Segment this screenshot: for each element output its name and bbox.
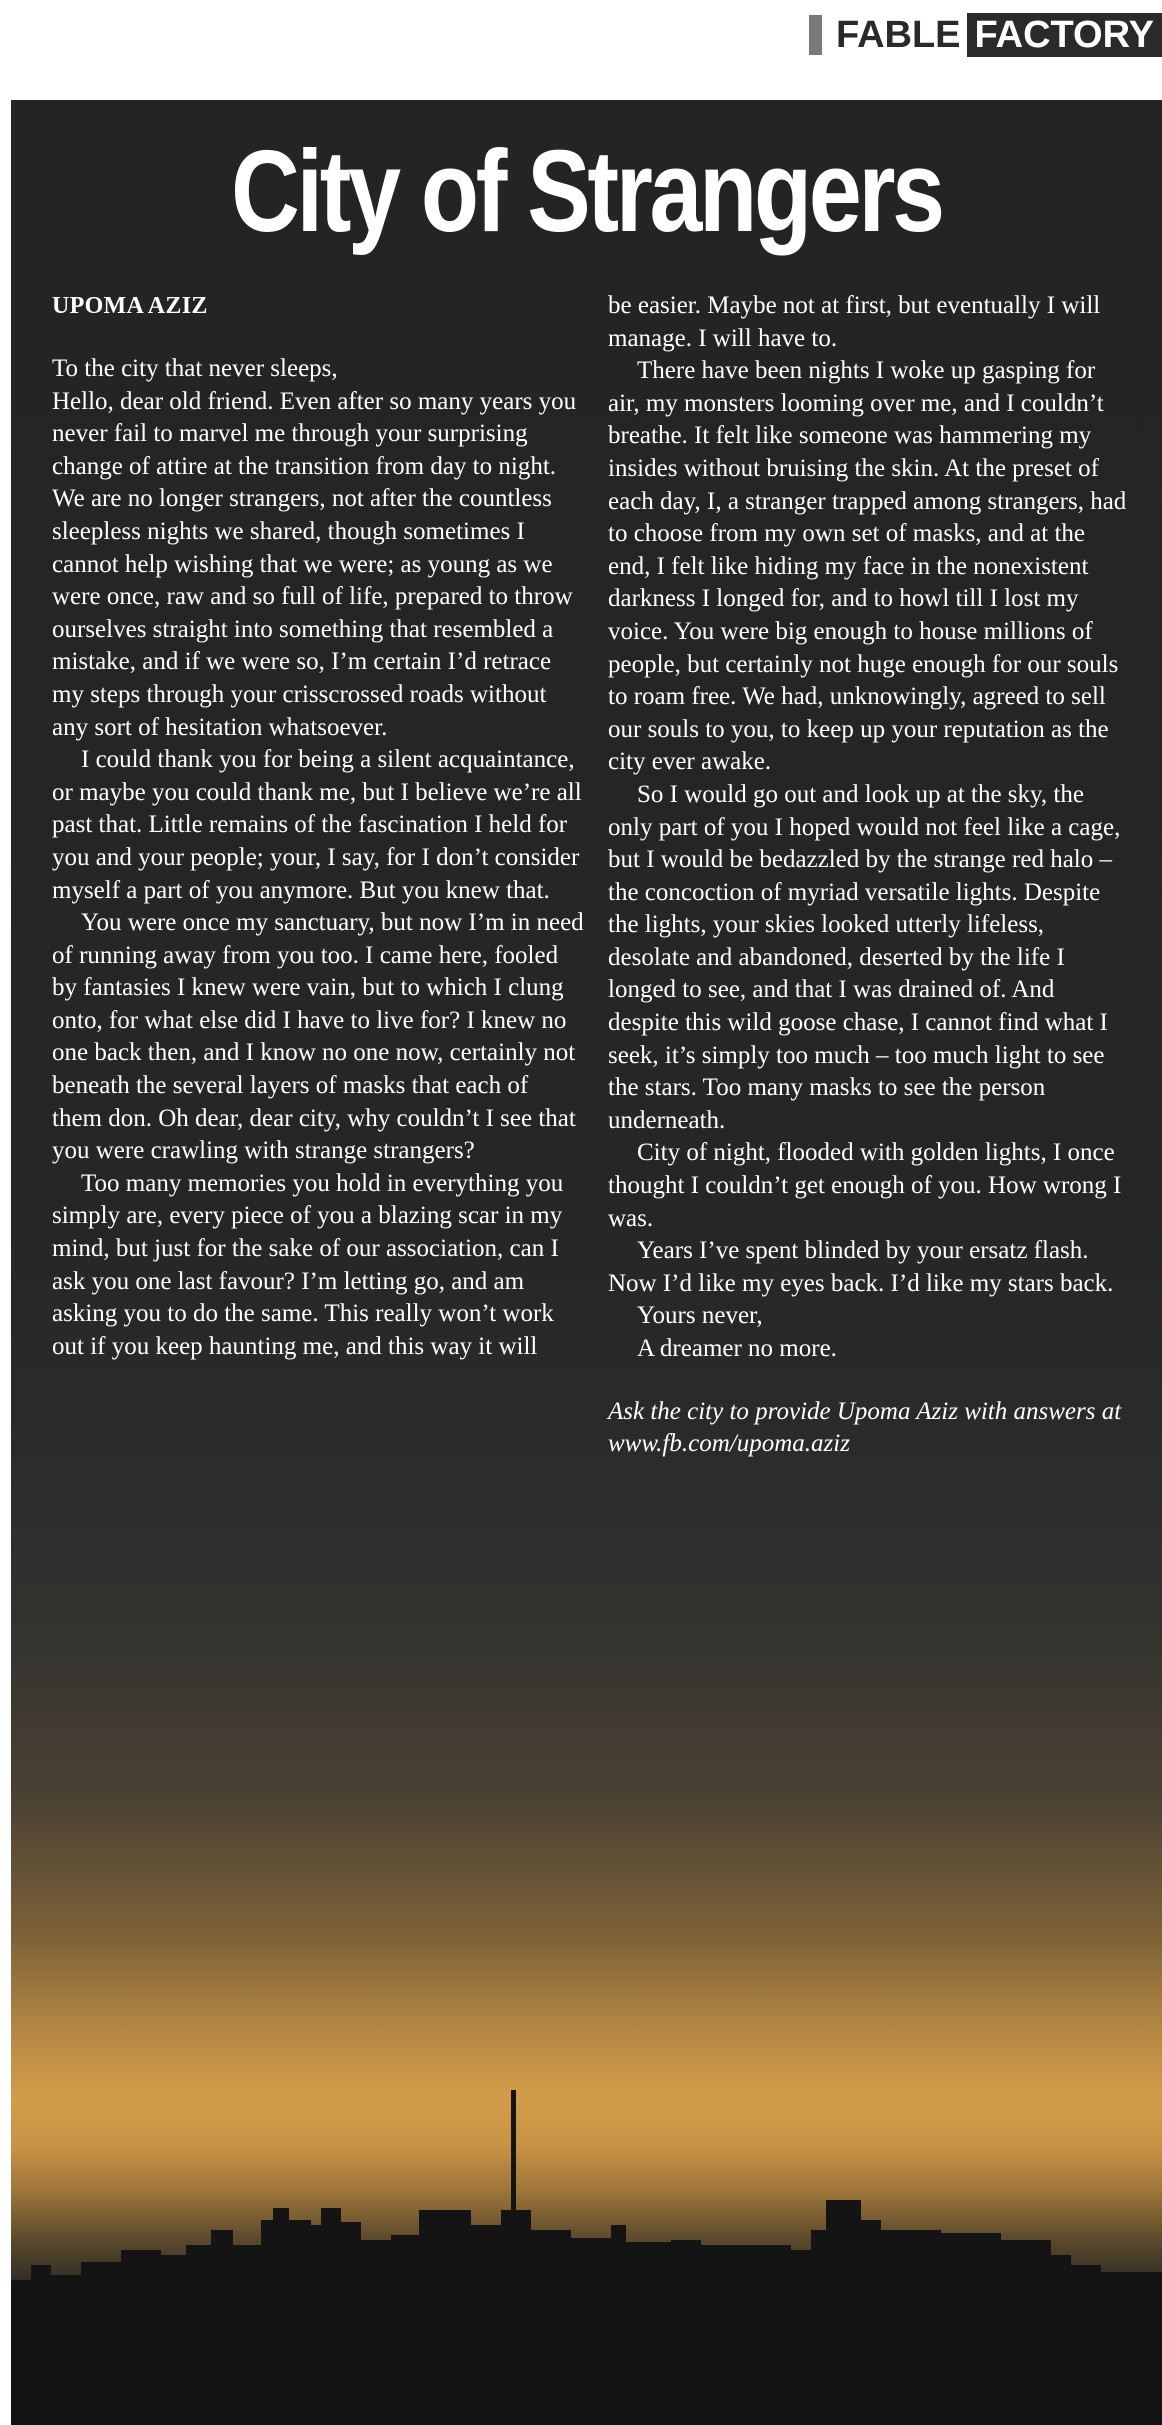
section-logo xyxy=(809,13,1162,57)
logo-word-fable: FABLE xyxy=(835,13,961,56)
signature: A dreamer no more. xyxy=(637,1335,837,1362)
logo-bar xyxy=(809,15,822,55)
article-title: City of Strangers xyxy=(231,126,942,256)
right-column xyxy=(608,290,1130,1461)
left-column xyxy=(52,290,584,1363)
logo-word-factory: FACTORY xyxy=(967,13,1162,57)
author-credit: Ask the city to provide Upoma Aziz with answers at www.fb.com/upoma.aziz xyxy=(608,1397,1122,1458)
page-header xyxy=(0,0,1162,100)
city-skyline-sunset-image xyxy=(11,2050,1162,2425)
author-byline: UPOMA AZIZ xyxy=(52,293,208,319)
paragraph: Years I’ve spent blinded by your ersatz flash. Now I’d like my eyes back. I’d like my stars back. xyxy=(608,1237,1114,1297)
article-panel xyxy=(11,100,1162,2425)
paragraph: You were once my sanctuary, but now I’m in need of running away from you too. I came here, fooled by fantasies I knew were vain, but to which I clung onto, for what else did I have to live for? I knew no one back then, and I know no one now, certainly not beneath the several layers of masks that each of them don. Oh dear, dear city, why couldn’t I see that you were crawling with strange strangers? xyxy=(52,909,584,1165)
paragraph: City of night, flooded with golden lights, I once thought I couldn’t get enough of you. How wrong I was. xyxy=(608,1139,1122,1232)
paragraph: To the city that never sleeps, xyxy=(52,355,338,382)
sign-off: Yours never, xyxy=(637,1302,763,1330)
paragraph: I could thank you for being a silent acquaintance, or maybe you could thank me, but I believe we’re all past that. Little remains of the fascination I held for you and your people; your, I say, for I don’t consider myself a part of you anymore. But you knew that. xyxy=(52,746,582,904)
paragraph: Hello, dear old friend. Even after so many years you never fail to marvel me through your surprising change of attire at the transition from day to night. We are no longer strangers, not after the countless sleepless nights we shared, though sometimes I cannot help wishing that we were; as young as we were once, raw and so full of life, prepared to throw ourselves straight into something that resembled a mistake, and if we were so, I’m certain I’d retrace my steps through your crisscrossed roads without any sort of hesitation whatsoever. xyxy=(52,387,577,741)
paragraph: Too many memories you hold in everything you simply are, every piece of you a blazing scar in my mind, but just for the sake of our association, can I ask you one last favour? I’m letting go, and am asking you to do the same. This really won’t work out if you keep haunting me, and this way it will xyxy=(52,1169,564,1360)
paragraph: So I would go out and look up at the sky, the only part of you I hoped would not feel like a cage, but I would be bedazzled by the strange red halo – the concoction of myriad versatile lights. Despite the lights, your skies looked utterly lifeless, desolate and abandoned, deserted by the life I longed to see, and that I was drained of. And despite this wild goose chase, I cannot find what I seek, it’s simply too much – too much light to see the stars. Too many masks to see the person underneath. xyxy=(608,780,1121,1134)
paragraph: There have been nights I woke up gasping for air, my monsters looming over me, and I couldn’t breathe. It felt like someone was hammering my insides without bruising the skin. At the preset of each day, I, a stranger trapped among strangers, had to choose from my own set of masks, and at the end, I felt like hiding my face in the nonexistent darkness I longed for, and to howl till I lost my voice. You were big enough to house millions of people, but certainly not huge enough for our souls to roam free. We had, unknowingly, agreed to sell our souls to you, to keep up your reputation as the city ever awake. xyxy=(608,357,1127,776)
paragraph: be easier. Maybe not at first, but eventually I will manage. I will have to. xyxy=(608,292,1101,352)
